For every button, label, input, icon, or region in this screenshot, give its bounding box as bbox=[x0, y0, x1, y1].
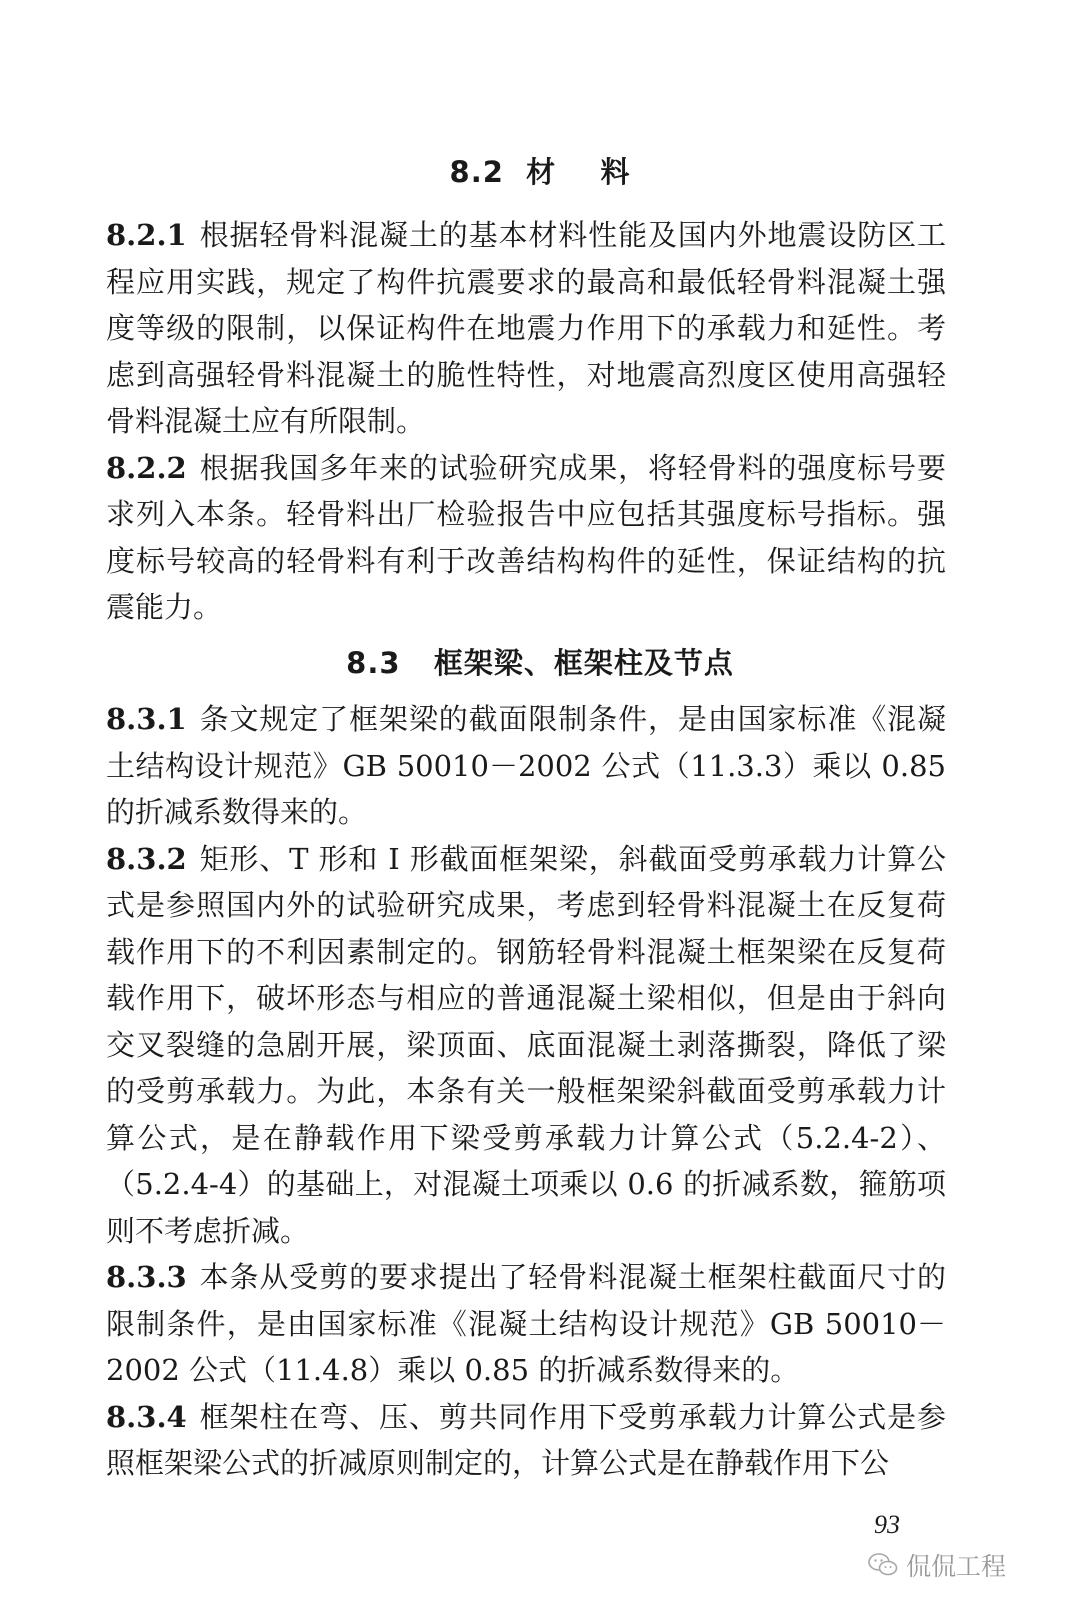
paragraph-8-2-1 bbox=[106, 212, 946, 445]
clause-text: 矩形、T 形和 I 形截面框架梁，斜截面受剪承载力计算公式是参照国内外的试验研究成果，考虑到轻骨料混凝土在反复荷载作用下的不利因素制定的。钢筋轻骨料混凝土框架梁在反复荷载作用下，破坏形态与相应的普通混凝土梁相似，但是由于斜向交叉裂缝的急剧开展，梁顶面、底面混凝土剥落撕裂，降低了梁的受剪承载力。为此，本条有关一般框架梁斜截面受剪承载力计算公式，是在静载作用下梁受剪承载力计算公式（5.2.4-2）、（5.2.4-4）的基础上，对混凝土项乘以 0.6 的折减系数，箍筋项则不考虑折减。 bbox=[106, 841, 946, 1248]
paragraph-8-3-1 bbox=[106, 696, 946, 836]
clause-number: 8.2.1 bbox=[106, 218, 187, 252]
page-number: 93 bbox=[874, 1510, 900, 1539]
clause-text: 本条从受剪的要求提出了轻骨料混凝土框架柱截面尺寸的限制条件，是由国家标准《混凝土结构设计规范》GB 50010－2002 公式（11.4.8）乘以 0.85 的折减系数得来的。 bbox=[106, 1260, 946, 1387]
clause-number: 8.3.2 bbox=[106, 841, 187, 876]
section-8-2-body bbox=[106, 212, 946, 631]
watermark-label: 侃侃工程 bbox=[906, 1552, 1007, 1581]
clause-text: 框架柱在弯、压、剪共同作用下受剪承载力计算公式是参照框架梁公式的折减原则制定的，计算公式是在静载作用下公 bbox=[106, 1399, 946, 1480]
section-heading-8-2: 8.2 材 料 bbox=[449, 155, 631, 189]
paragraph-8-3-3 bbox=[106, 1254, 946, 1394]
wechat-icon bbox=[868, 1552, 898, 1578]
clause-text: 根据轻骨料混凝土的基本材料性能及国内外地震设防区工程应用实践，规定了构件抗震要求的最高和最低轻骨料混凝土强度等级的限制，以保证构件在地震力作用下的承载力和延性。考虑到高强轻骨料混凝土的脆性特性，对地震高烈度区使用高强轻骨料混凝土应有所限制。 bbox=[106, 218, 946, 438]
clause-number: 8.3.1 bbox=[106, 702, 187, 736]
section-8-3-body bbox=[106, 696, 946, 1487]
paragraph-8-2-2 bbox=[106, 445, 946, 631]
clause-number: 8.2.2 bbox=[106, 450, 187, 485]
clause-text: 根据我国多年来的试验研究成果，将轻骨料的强度标号要求列入本条。轻骨料出厂检验报告中应包括其强度标号指标。强度标号较高的轻骨料有利于改善结构构件的延性，保证结构的抗震能力。 bbox=[106, 450, 946, 624]
clause-text: 条文规定了框架梁的截面限制条件，是由国家标准《混凝土结构设计规范》GB 50010－2002 公式（11.3.3）乘以 0.85 的折减系数得来的。 bbox=[106, 702, 946, 829]
section-heading-8-3: 8.3 框架梁、框架柱及节点 bbox=[346, 646, 734, 680]
paragraph-8-3-4 bbox=[106, 1394, 946, 1487]
paragraph-8-3-2 bbox=[106, 836, 946, 1255]
watermark bbox=[868, 1547, 1006, 1583]
clause-number: 8.3.3 bbox=[106, 1260, 187, 1294]
clause-number: 8.3.4 bbox=[106, 1399, 187, 1434]
